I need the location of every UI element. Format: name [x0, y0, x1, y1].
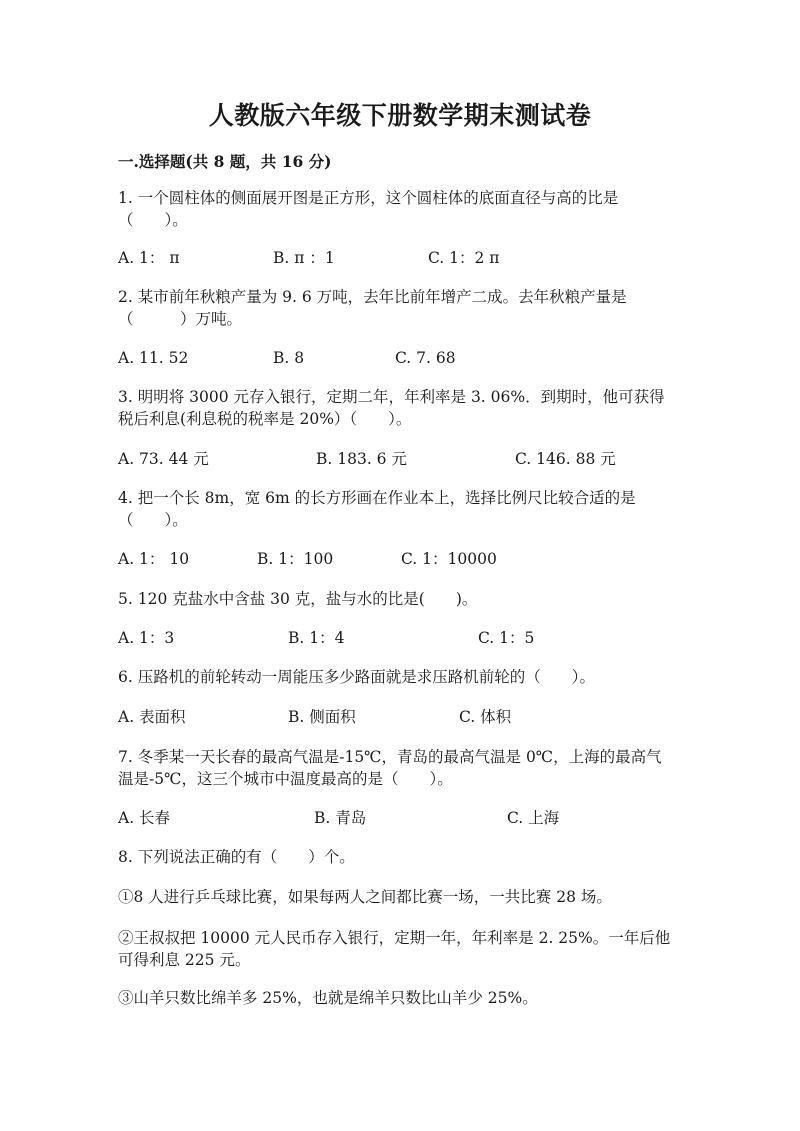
question-text-line: 3. 明明将 3000 元存入银行，定期二年，年利率是 3. 06%．到期时，他可获得: [118, 388, 665, 406]
option-b[interactable]: B. 183. 6 元: [316, 450, 407, 468]
statement-text-line: ③山羊只数比绵羊多 25%，也就是绵羊只数比山羊少 25%。: [118, 989, 538, 1007]
options-3: [118, 448, 678, 470]
option-c[interactable]: C. 146. 88 元: [515, 450, 616, 468]
question-2: [118, 286, 678, 330]
question-8: [118, 846, 678, 868]
options-7: [118, 807, 678, 829]
question-text-line: 1. 一个圆柱体的侧面展开图是正方形，这个圆柱体的底面直径与高的比是: [118, 189, 619, 207]
option-a[interactable]: A. 11. 52: [118, 349, 189, 367]
question-text-line: （ ）。: [118, 511, 188, 529]
question-text-line: 5. 120 克盐水中含盐 30 克，盐与水的比是( )。: [118, 590, 478, 608]
exam-title: 人教版六年级下册数学期末测试卷: [208, 101, 592, 130]
option-c[interactable]: C. 7. 68: [395, 349, 456, 367]
option-c[interactable]: C. 上海: [507, 809, 560, 827]
option-a[interactable]: A. 1： 10: [118, 550, 190, 568]
option-b[interactable]: B. 侧面积: [288, 708, 356, 726]
options-5: [118, 627, 678, 649]
option-b[interactable]: B. 青岛: [314, 809, 367, 827]
question-7: [118, 746, 678, 790]
statement-3: [118, 987, 678, 1009]
option-b[interactable]: B. 1：100: [257, 550, 334, 568]
option-a[interactable]: A. 表面积: [118, 708, 186, 726]
options-4: [118, 548, 678, 570]
section-heading: 一.选择题(共 8 题，共 16 分): [118, 152, 332, 171]
option-c[interactable]: C. 1：5: [478, 629, 535, 647]
option-a[interactable]: A. 1：3: [118, 629, 175, 647]
question-text-line: 8. 下列说法正确的有（ ）个。: [118, 848, 355, 866]
question-1: [118, 187, 678, 231]
options-1: [118, 247, 678, 269]
option-c[interactable]: C. 1：2 π: [428, 249, 500, 267]
question-4: [118, 487, 678, 531]
question-text-line: 2. 某市前年秋粮产量为 9. 6 万吨，去年比前年增产二成。去年秋粮产量是: [118, 288, 627, 306]
option-b[interactable]: B. π ：1: [273, 249, 335, 267]
question-text-line: 7. 冬季某一天长春的最高气温是-15℃，青岛的最高气温是 0℃，上海的最高气: [118, 748, 662, 766]
question-3: [118, 386, 678, 430]
option-b[interactable]: B. 8: [273, 349, 305, 367]
statement-text-line: 可得利息 225 元。: [118, 951, 251, 969]
statement-1: [118, 886, 678, 908]
question-text-line: （ ）万吨。: [118, 310, 243, 328]
options-6: [118, 706, 678, 728]
question-text-line: （ ）。: [118, 211, 188, 229]
statement-text-line: ②王叔叔把 10000 元人民币存入银行，定期一年，年利率是 2. 25%。一年后他: [118, 929, 671, 947]
question-text-line: 温是-5℃，这三个城市中温度最高的是（ ）。: [118, 770, 453, 788]
option-c[interactable]: C. 体积: [459, 708, 512, 726]
option-a[interactable]: A. 长春: [118, 809, 171, 827]
question-text-line: 4. 把一个长 8m，宽 6m 的长方形画在作业本上，选择比例尺比较合适的是: [118, 489, 636, 507]
question-text-line: 税后利息(利息税的税率是 20%）（ ）。: [118, 410, 412, 428]
question-6: [118, 666, 678, 688]
statement-2: [118, 927, 678, 971]
option-a[interactable]: A. 73. 44 元: [118, 450, 209, 468]
question-text-line: 6. 压路机的前轮转动一周能压多少路面就是求压路机前轮的（ ）。: [118, 668, 595, 686]
statement-text-line: ①8 人进行乒乓球比赛，如果每两人之间都比赛一场，一共比赛 28 场。: [118, 888, 612, 906]
question-5: [118, 588, 678, 610]
option-a[interactable]: A. 1： π: [118, 249, 180, 267]
option-b[interactable]: B. 1：4: [288, 629, 345, 647]
option-c[interactable]: C. 1：10000: [401, 550, 497, 568]
options-2: [118, 347, 678, 369]
